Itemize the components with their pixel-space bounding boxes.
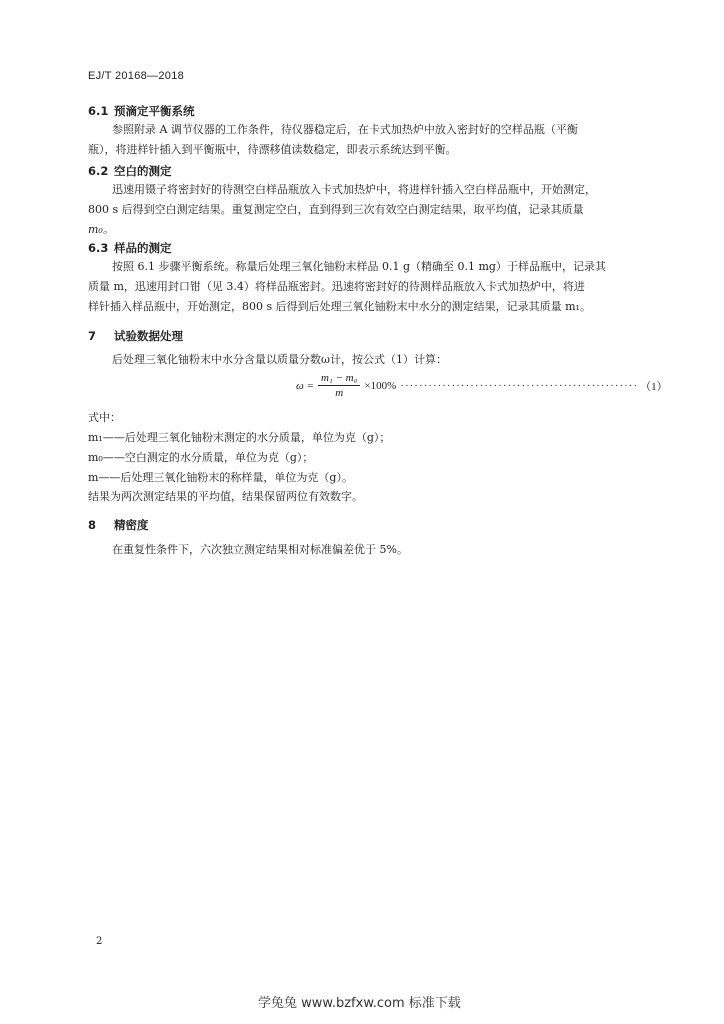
formula-rhs: ×100% [364,379,397,392]
paragraph-line: 迅速用镊子将密封好的待测空白样品瓶放入卡式加热炉中，将进样针插入空白样品瓶中，开始测定， [112,183,596,196]
section-6-1-heading [88,103,195,119]
paragraph-line: 瓶），将进样针插入到平衡瓶中，待漂移值读数稳定，即表示系统达到平衡。 [88,143,457,156]
section-number: 6.1 [88,104,109,118]
section-number: 8 [88,518,97,532]
section-title: 样品的测定 [114,241,172,255]
formula-fraction [318,372,360,399]
formula-lhs: ω = [296,379,314,392]
section-number: 6.3 [88,241,109,255]
paragraph-line: 样针插入样品瓶中，开始测定，800 s 后得到后处理三氧化铀粉末中水分的测定结果，记录其质量 m₁。 [88,300,591,313]
paragraph-line: 参照附录 A 调节仪器的工作条件，待仪器稳定后，在卡式加热炉中放入密封好的空样品瓶（平衡 [112,123,578,136]
section-title: 空白的测定 [114,164,172,178]
paragraph-line: 后处理三氧化铀粉末中水分含量以质量分数ω计，按公式（1）计算： [112,353,447,366]
paragraph-line: 在重复性条件下，六次独立测定结果相对标准偏差优于 5%。 [112,543,408,556]
section-8-heading [88,517,149,533]
section-title: 预滴定平衡系统 [114,104,195,118]
section-number: 6.2 [88,164,109,178]
section-7-heading [88,328,183,344]
formula-1 [296,372,668,399]
section-6-2-heading [88,163,172,179]
result-note: 结果为两次测定结果的平均值，结果保留两位有效数字。 [88,490,363,503]
formula-leader-dots: ··················································· [400,379,639,392]
paragraph-line: 质量 m，迅速用封口钳（见 3.4）将样品瓶密封。迅速将密封好的待测样品瓶放入卡式加热炉中，将进 [88,280,585,293]
definition-m0: m₀——空白测定的水分质量，单位为克（g）； [88,451,314,464]
section-number: 7 [88,329,97,343]
formula-numerator: m₁ − m₀ [318,372,360,386]
section-6-3-heading [88,240,172,256]
formula-denominator: m [335,387,344,399]
formula-number: （1） [640,380,668,393]
section-title: 精密度 [114,518,149,532]
definition-m: m——后处理三氧化铀粉末的称样量，单位为克（g）。 [88,471,353,484]
section-title: 试验数据处理 [114,329,183,343]
document-code: EJ/T 20168—2018 [88,70,185,82]
paragraph-line: 800 s 后得到空白测定结果。重复测定空白，直到得到三次有效空白测定结果，取平均值，记录其质量 [88,203,584,216]
page-number: 2 [96,936,103,947]
paragraph-line: m₀。 [88,223,114,236]
where-label: 式中： [88,411,121,424]
footer-watermark: 学兔兔 www.bzfxw.com 标准下载 [258,996,461,1011]
paragraph-line: 按照 6.1 步骤平衡系统。称量后处理三氧化铀粉末样品 0.1 g（精确至 0.1 mg）于样品瓶中，记录其 [112,260,606,273]
definition-m1: m₁——后处理三氧化铀粉末测定的水分质量，单位为克（g）； [88,431,391,444]
